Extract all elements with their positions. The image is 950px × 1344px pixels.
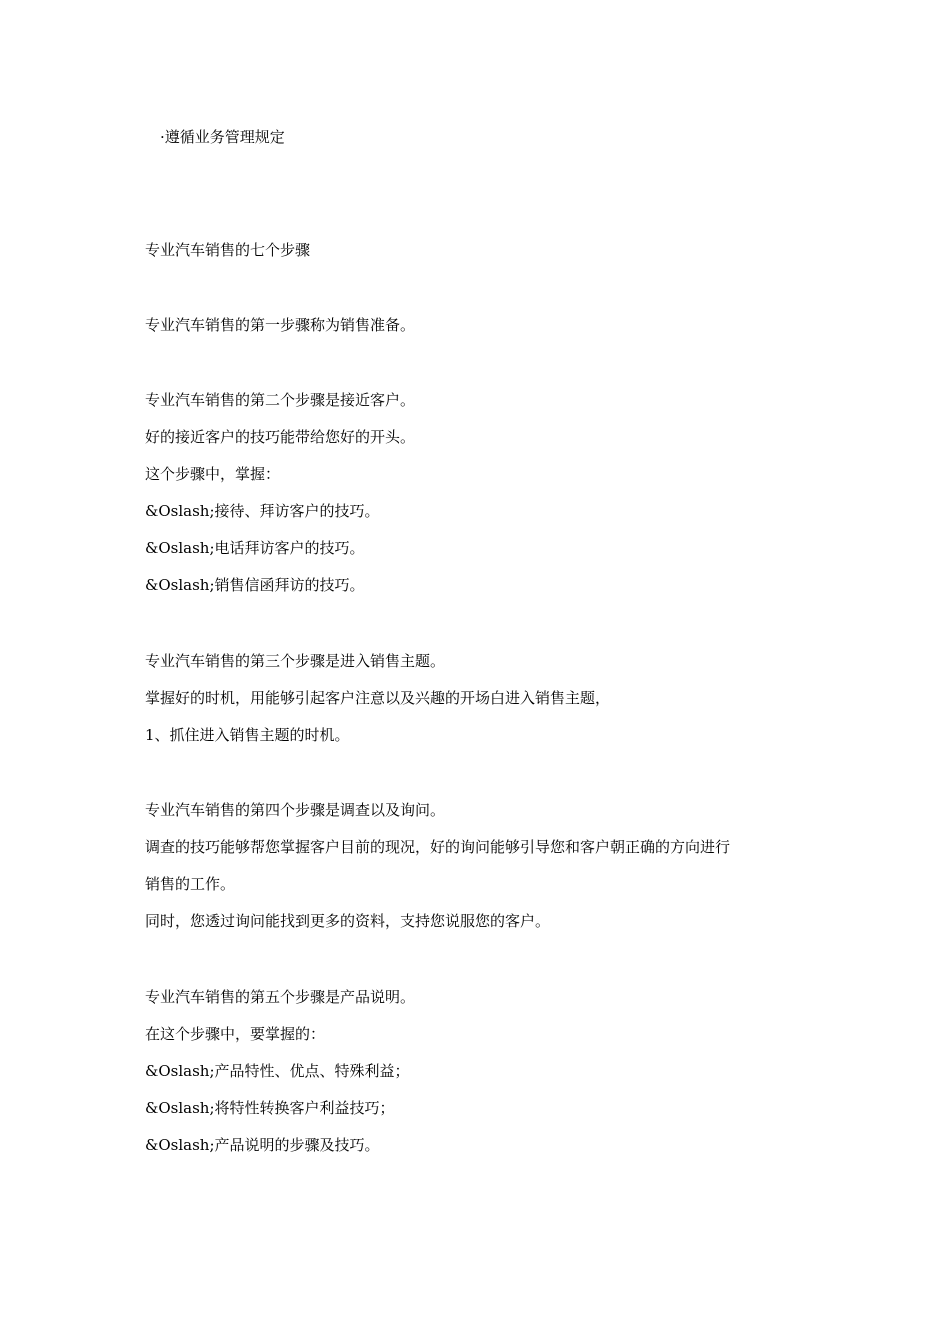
section-heading: 专业汽车销售的七个步骤 xyxy=(145,241,311,259)
step1-title: 专业汽车销售的第一步骤称为销售准备。 xyxy=(145,316,416,334)
step2-bullet: &Oslash;电话拜访客户的技巧。 xyxy=(145,539,365,557)
step5-bullet: &Oslash;产品说明的步骤及技巧。 xyxy=(145,1136,380,1154)
step3-line: 1、抓住进入销售主题的时机。 xyxy=(145,726,350,744)
step2-bullet: &Oslash;销售信函拜访的技巧。 xyxy=(145,576,365,594)
step4-line: 调查的技巧能够帮您掌握客户目前的现况，好的询问能够引导您和客户朝正确的方向进行 xyxy=(145,838,731,856)
step4-line: 销售的工作。 xyxy=(145,875,236,893)
step5-title: 专业汽车销售的第五个步骤是产品说明。 xyxy=(145,988,416,1006)
step3-title: 专业汽车销售的第三个步骤是进入销售主题。 xyxy=(145,652,446,670)
step5-line: 在这个步骤中，要掌握的： xyxy=(145,1025,326,1043)
step2-line: 好的接近客户的技巧能带给您好的开头。 xyxy=(145,428,416,446)
step4-line: 同时，您透过询问能找到更多的资料，支持您说服您的客户。 xyxy=(145,912,551,930)
step4-title: 专业汽车销售的第四个步骤是调查以及询问。 xyxy=(145,801,446,819)
step3-line: 掌握好的时机，用能够引起客户注意以及兴趣的开场白进入销售主题， xyxy=(145,689,611,707)
step5-bullet: &Oslash;将特性转换客户利益技巧； xyxy=(145,1099,395,1117)
step2-line: 这个步骤中，掌握： xyxy=(145,465,281,483)
step2-title: 专业汽车销售的第二个步骤是接近客户。 xyxy=(145,391,416,409)
intro-bullet: ·遵循业务管理规定 xyxy=(160,128,285,146)
step2-bullet: &Oslash;接待、拜访客户的技巧。 xyxy=(145,502,380,520)
step5-bullet: &Oslash;产品特性、优点、特殊利益； xyxy=(145,1062,410,1080)
